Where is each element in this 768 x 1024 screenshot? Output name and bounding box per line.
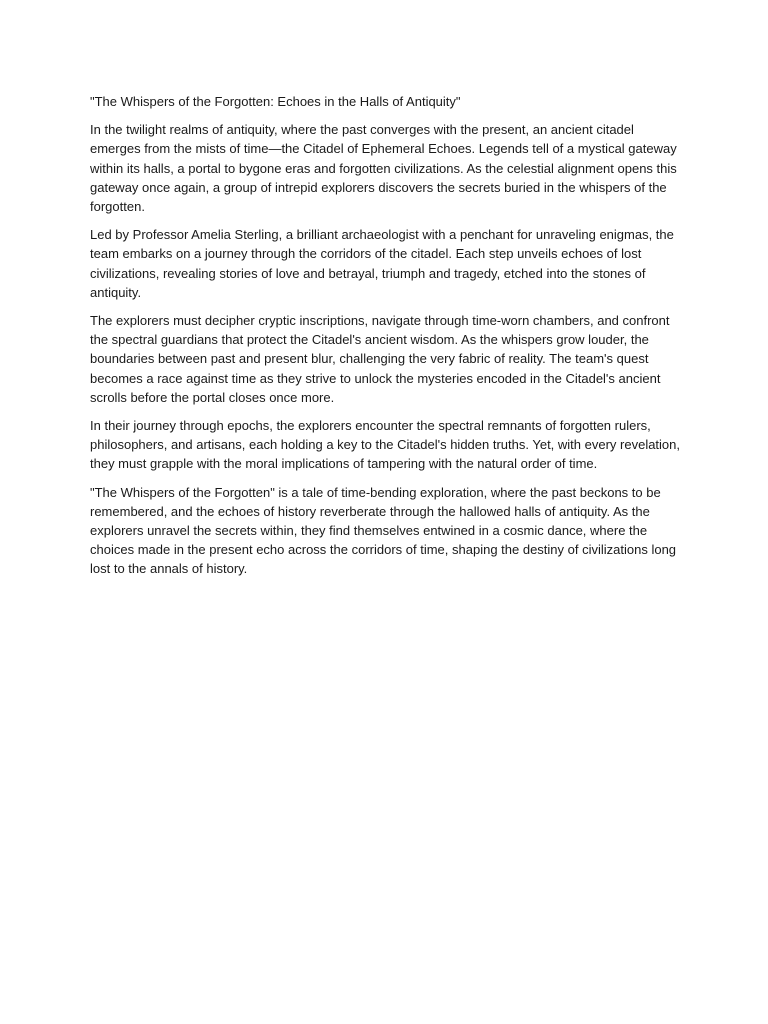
document-body	[90, 92, 680, 588]
paragraph-4: In their journey through epochs, the explorers encounter the spectral remnants of forgotten rulers, philosophers, and artisans, each holding a key to the Citadel's hidden truths. Yet, with every revelation, they must grapple with the moral implications of tampering with the natural order of time.	[90, 418, 681, 472]
paragraph-3: The explorers must decipher cryptic inscriptions, navigate through time-worn chambers, and confront the spectral guardians that protect the Citadel's ancient wisdom. As the whispers grow louder, the boundaries between past and present blur, challenging the very fabric of reality. The team's quest becomes a race against time as they strive to unlock the mysteries encoded in the Citadel's ancient scrolls before the portal closes once more.	[90, 313, 670, 405]
paragraph-1: In the twilight realms of antiquity, where the past converges with the present, an ancient citadel emerges from the mists of time—the Citadel of Ephemeral Echoes. Legends tell of a mystical gateway within its halls, a portal to bygone eras and forgotten civilizations. As the celestial alignment opens this gateway once again, a group of intrepid explorers discovers the secrets buried in the whispers of the forgotten.	[90, 122, 677, 215]
paragraph-5: "The Whispers of the Forgotten" is a tale of time-bending exploration, where the past beckons to be remembered, and the echoes of history reverberate through the hallowed halls of antiquity. As the explorers unravel the secrets within, they find themselves entwined in a cosmic dance, where the choices made in the present echo across the corridors of time, shaping the destiny of civilizations long lost to the annals of history.	[90, 484, 677, 577]
paragraph-2: Led by Professor Amelia Sterling, a brilliant archaeologist with a penchant for unraveling enigmas, the team embarks on a journey through the corridors of the citadel. Each step unveils echoes of lost civilizations, revealing stories of love and betrayal, triumph and tragedy, etched into the stones of antiquity.	[90, 227, 674, 300]
document-title: "The Whispers of the Forgotten: Echoes in the Halls of Antiquity"	[90, 94, 461, 109]
